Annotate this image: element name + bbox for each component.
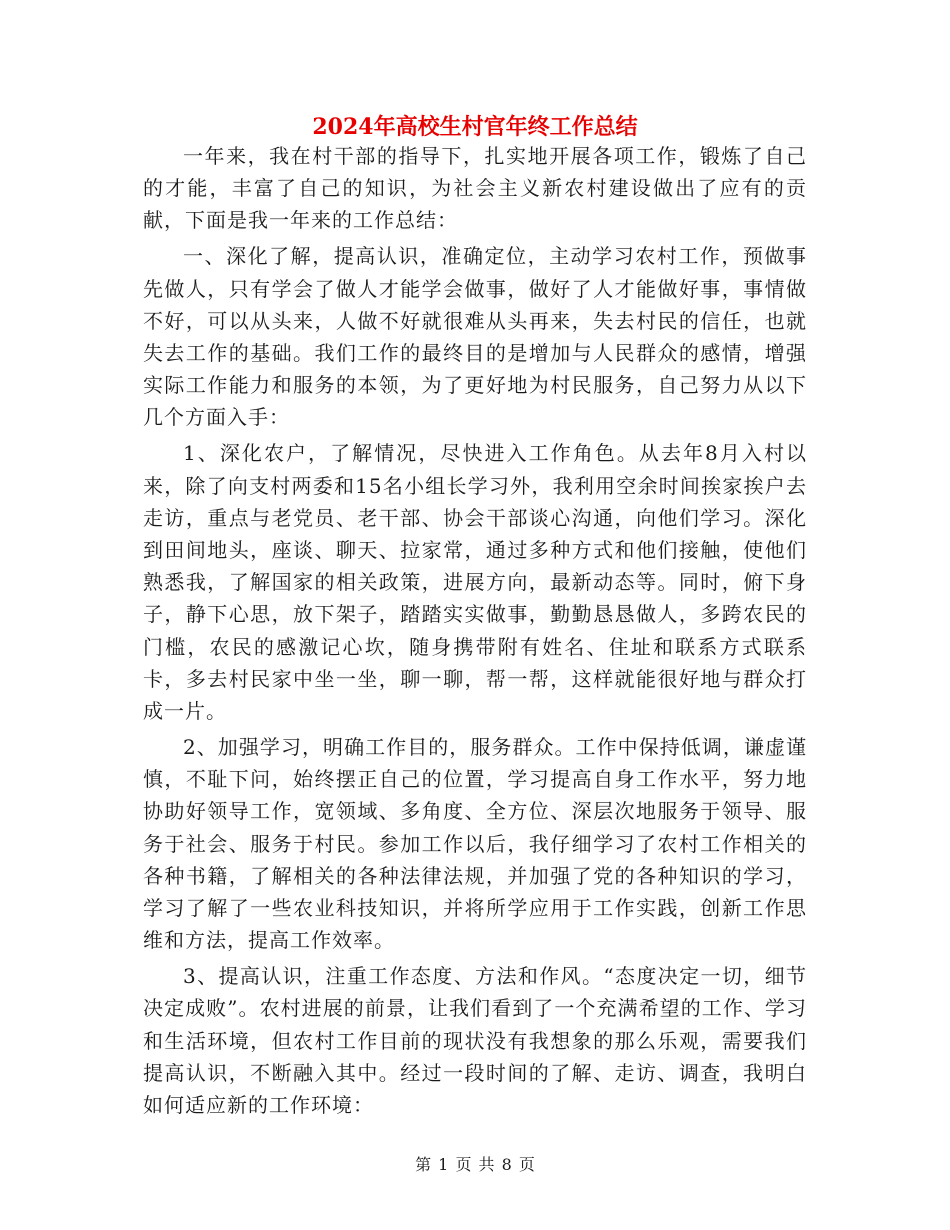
- paragraph-section-1: 一、深化了解，提高认识，准确定位，主动学习农村工作，预做事先做人，只有学会了做人才能学会做事，做好了人才能做好事，事情做不好，可以从头来，人做不好就很难从头再来，失去村民的信任，也就失去工作的基础。我们工作的最终目的是增加与人民群众的感情，增强实际工作能力和服务的本领，为了更好地为村民服务，自己努力从以下几个方面入手：: [143, 244, 807, 430]
- document-body: [143, 140, 807, 1125]
- paragraph-item-3: 3、提高认识，注重工作态度、方法和作风。“态度决定一切，细节决定成败”。农村进展的前景，让我们看到了一个充满希望的工作、学习和生活环境，但农村工作目前的现状没有我想象的那么乐观，需要我们提高认识，不断融入其中。经过一段时间的了解、走访、调查，我明白如何适应新的工作环境：: [143, 964, 807, 1118]
- page-footer: 第 1 页 共 8 页: [415, 1155, 535, 1174]
- paragraph-intro: 一年来，我在村干部的指导下，扎实地开展各项工作，锻炼了自己的才能，丰富了自己的知识，为社会主义新农村建设做出了应有的贡献，下面是我一年来的工作总结：: [143, 144, 807, 233]
- paragraph-item-1: 1、深化农户，了解情况，尽快进入工作角色。从去年8月入村以来，除了向支村两委和15名小组长学习外，我利用空余时间挨家挨户去走访，重点与老党员、老干部、协会干部谈心沟通，向他们学习。深化到田间地头，座谈、聊天、拉家常，通过多种方式和他们接触，使他们熟悉我，了解国家的相关政策，进展方向，最新动态等。同时，俯下身子，静下心思，放下架子，踏踏实实做事，勤勤恳恳做人，多跨农民的门槛，农民的感激记心坎，随身携带附有姓名、住址和联系方式联系卡，多去村民家中坐一坐，聊一聊，帮一帮，这样就能很好地与群众打成一片。: [143, 441, 807, 724]
- document-title: 2024年高校生村官年终工作总结: [312, 114, 638, 140]
- paragraph-item-2: 2、加强学习，明确工作目的，服务群众。工作中保持低调，谦虚谨慎，不耻下问，始终摆正自己的位置，学习提高自身工作水平，努力地协助好领导工作，宽领域、多角度、全方位、深层次地服务于领导、服务于社会、服务于村民。参加工作以后，我仔细学习了农村工作相关的各种书籍，了解相关的各种法律法规，并加强了党的各种知识的学习，学习了解了一些农业科技知识，并将所学应用于工作实践，创新工作思维和方法，提高工作效率。: [143, 735, 807, 953]
